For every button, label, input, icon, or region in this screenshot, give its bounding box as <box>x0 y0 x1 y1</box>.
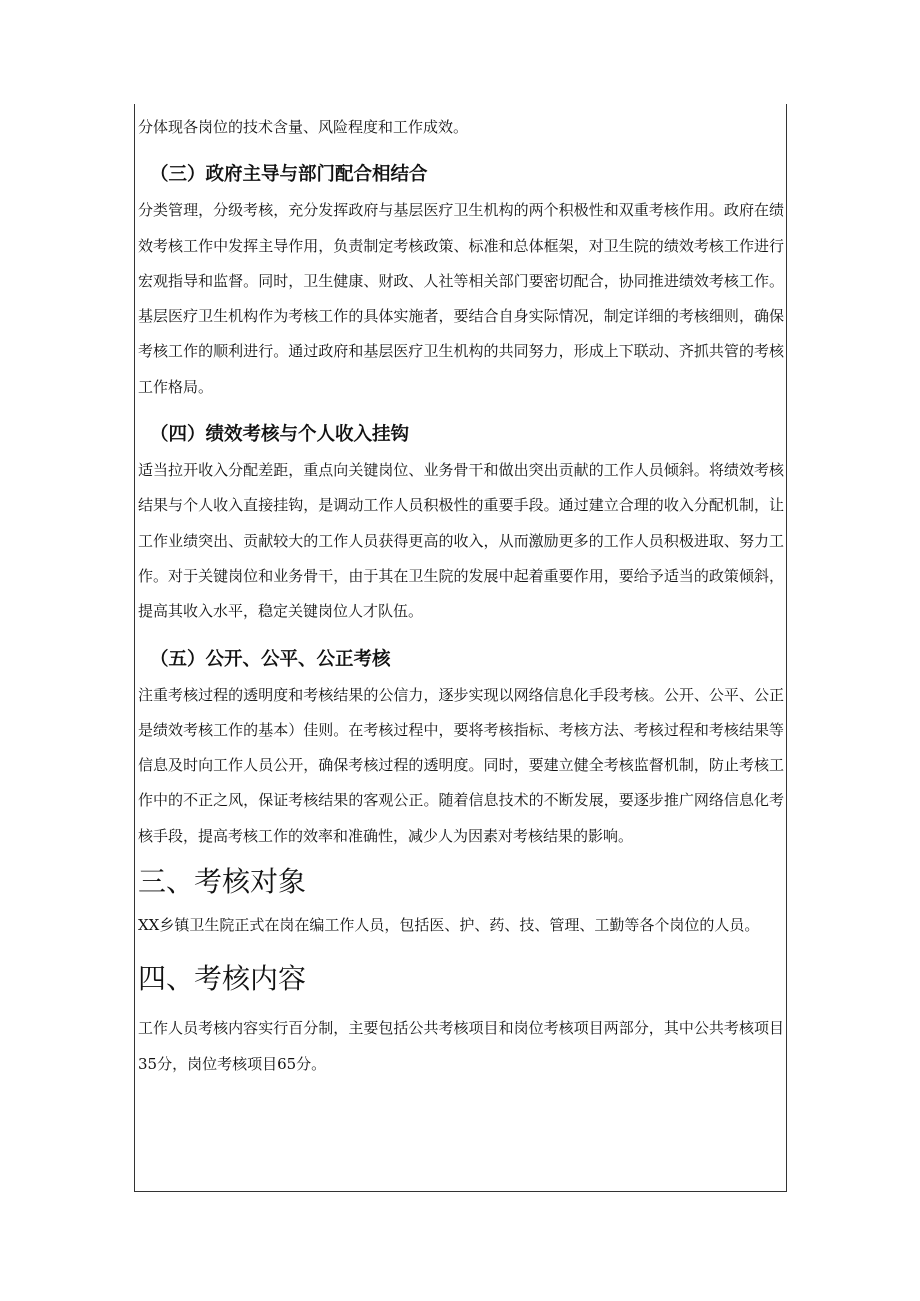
chapter-3-paragraph: XX乡镇卫生院正式在岗在编工作人员，包括医、护、药、技、管理、工勤等各个岗位的人员。 <box>138 916 760 935</box>
chapter-3-heading: 三、考核对象 <box>138 865 307 899</box>
section-3-paragraph: 分类管理，分级考核，充分发挥政府与基层医疗卫生机构的两个积极性和双重考核作用。政府在绩效考核工作中发挥主导作用，负责制定考核政策、标准和总体框架，对卫生院的绩效考核工作进行宏观指导和监督。同时，卫生健康、财政、人社等相关部门要密切配合，协同推进绩效考核工作。基层医疗卫生机构作为考核工作的具体实施者，要结合自身实际情况，制定详细的考核细则，确保考核工作的顺利进行。通过政府和基层医疗卫生机构的共同努力，形成上下联动、齐抓共管的考核工作格局。 <box>138 201 784 396</box>
section-5-heading: （五）公开、公平、公正考核 <box>150 648 391 670</box>
section-4-heading: （四）绩效考核与个人收入挂钩 <box>150 424 410 446</box>
chapter-4-paragraph: 工作人员考核内容实行百分制，主要包括公共考核项目和岗位考核项目两部分，其中公共考核项目35分，岗位考核项目65分。 <box>138 1019 784 1073</box>
section-4-paragraph: 适当拉开收入分配差距，重点向关键岗位、业务骨干和做出突出贡献的工作人员倾斜。将绩效考核结果与个人收入直接挂钩，是调动工作人员积极性的重要手段。通过建立合理的收入分配机制，让工作业绩突出、贡献较大的工作人员获得更高的收入，从而激励更多的工作人员积极进取、努力工作。对于关键岗位和业务骨干，由于其在卫生院的发展中起着重要作用，要给予适当的政策倾斜，提高其收入水平，稳定关键岗位人才队伍。 <box>138 461 784 621</box>
section-5-paragraph: 注重考核过程的透明度和考核结果的公信力，逐步实现以网络信息化手段考核。公开、公平、公正是绩效考核工作的基本）佳则。在考核过程中，要将考核指标、考核方法、考核过程和考核结果等信息及时向工作人员公开，确保考核过程的透明度。同时，要建立健全考核监督机制，防止考核工作中的不正之风，保证考核结果的客观公正。随着信息技术的不断发展，要逐步推广网络信息化考核手段，提高考核工作的效率和准确性，减少人为因素对考核结果的影响。 <box>138 685 784 845</box>
section-3-heading: （三）政府主导与部门配合相结合 <box>150 164 428 186</box>
lead-paragraph: 分体现各岗位的技术含量、风险程度和工作成效。 <box>138 118 469 136</box>
document-body <box>138 110 784 1082</box>
chapter-4-heading: 四、考核内容 <box>138 962 307 996</box>
